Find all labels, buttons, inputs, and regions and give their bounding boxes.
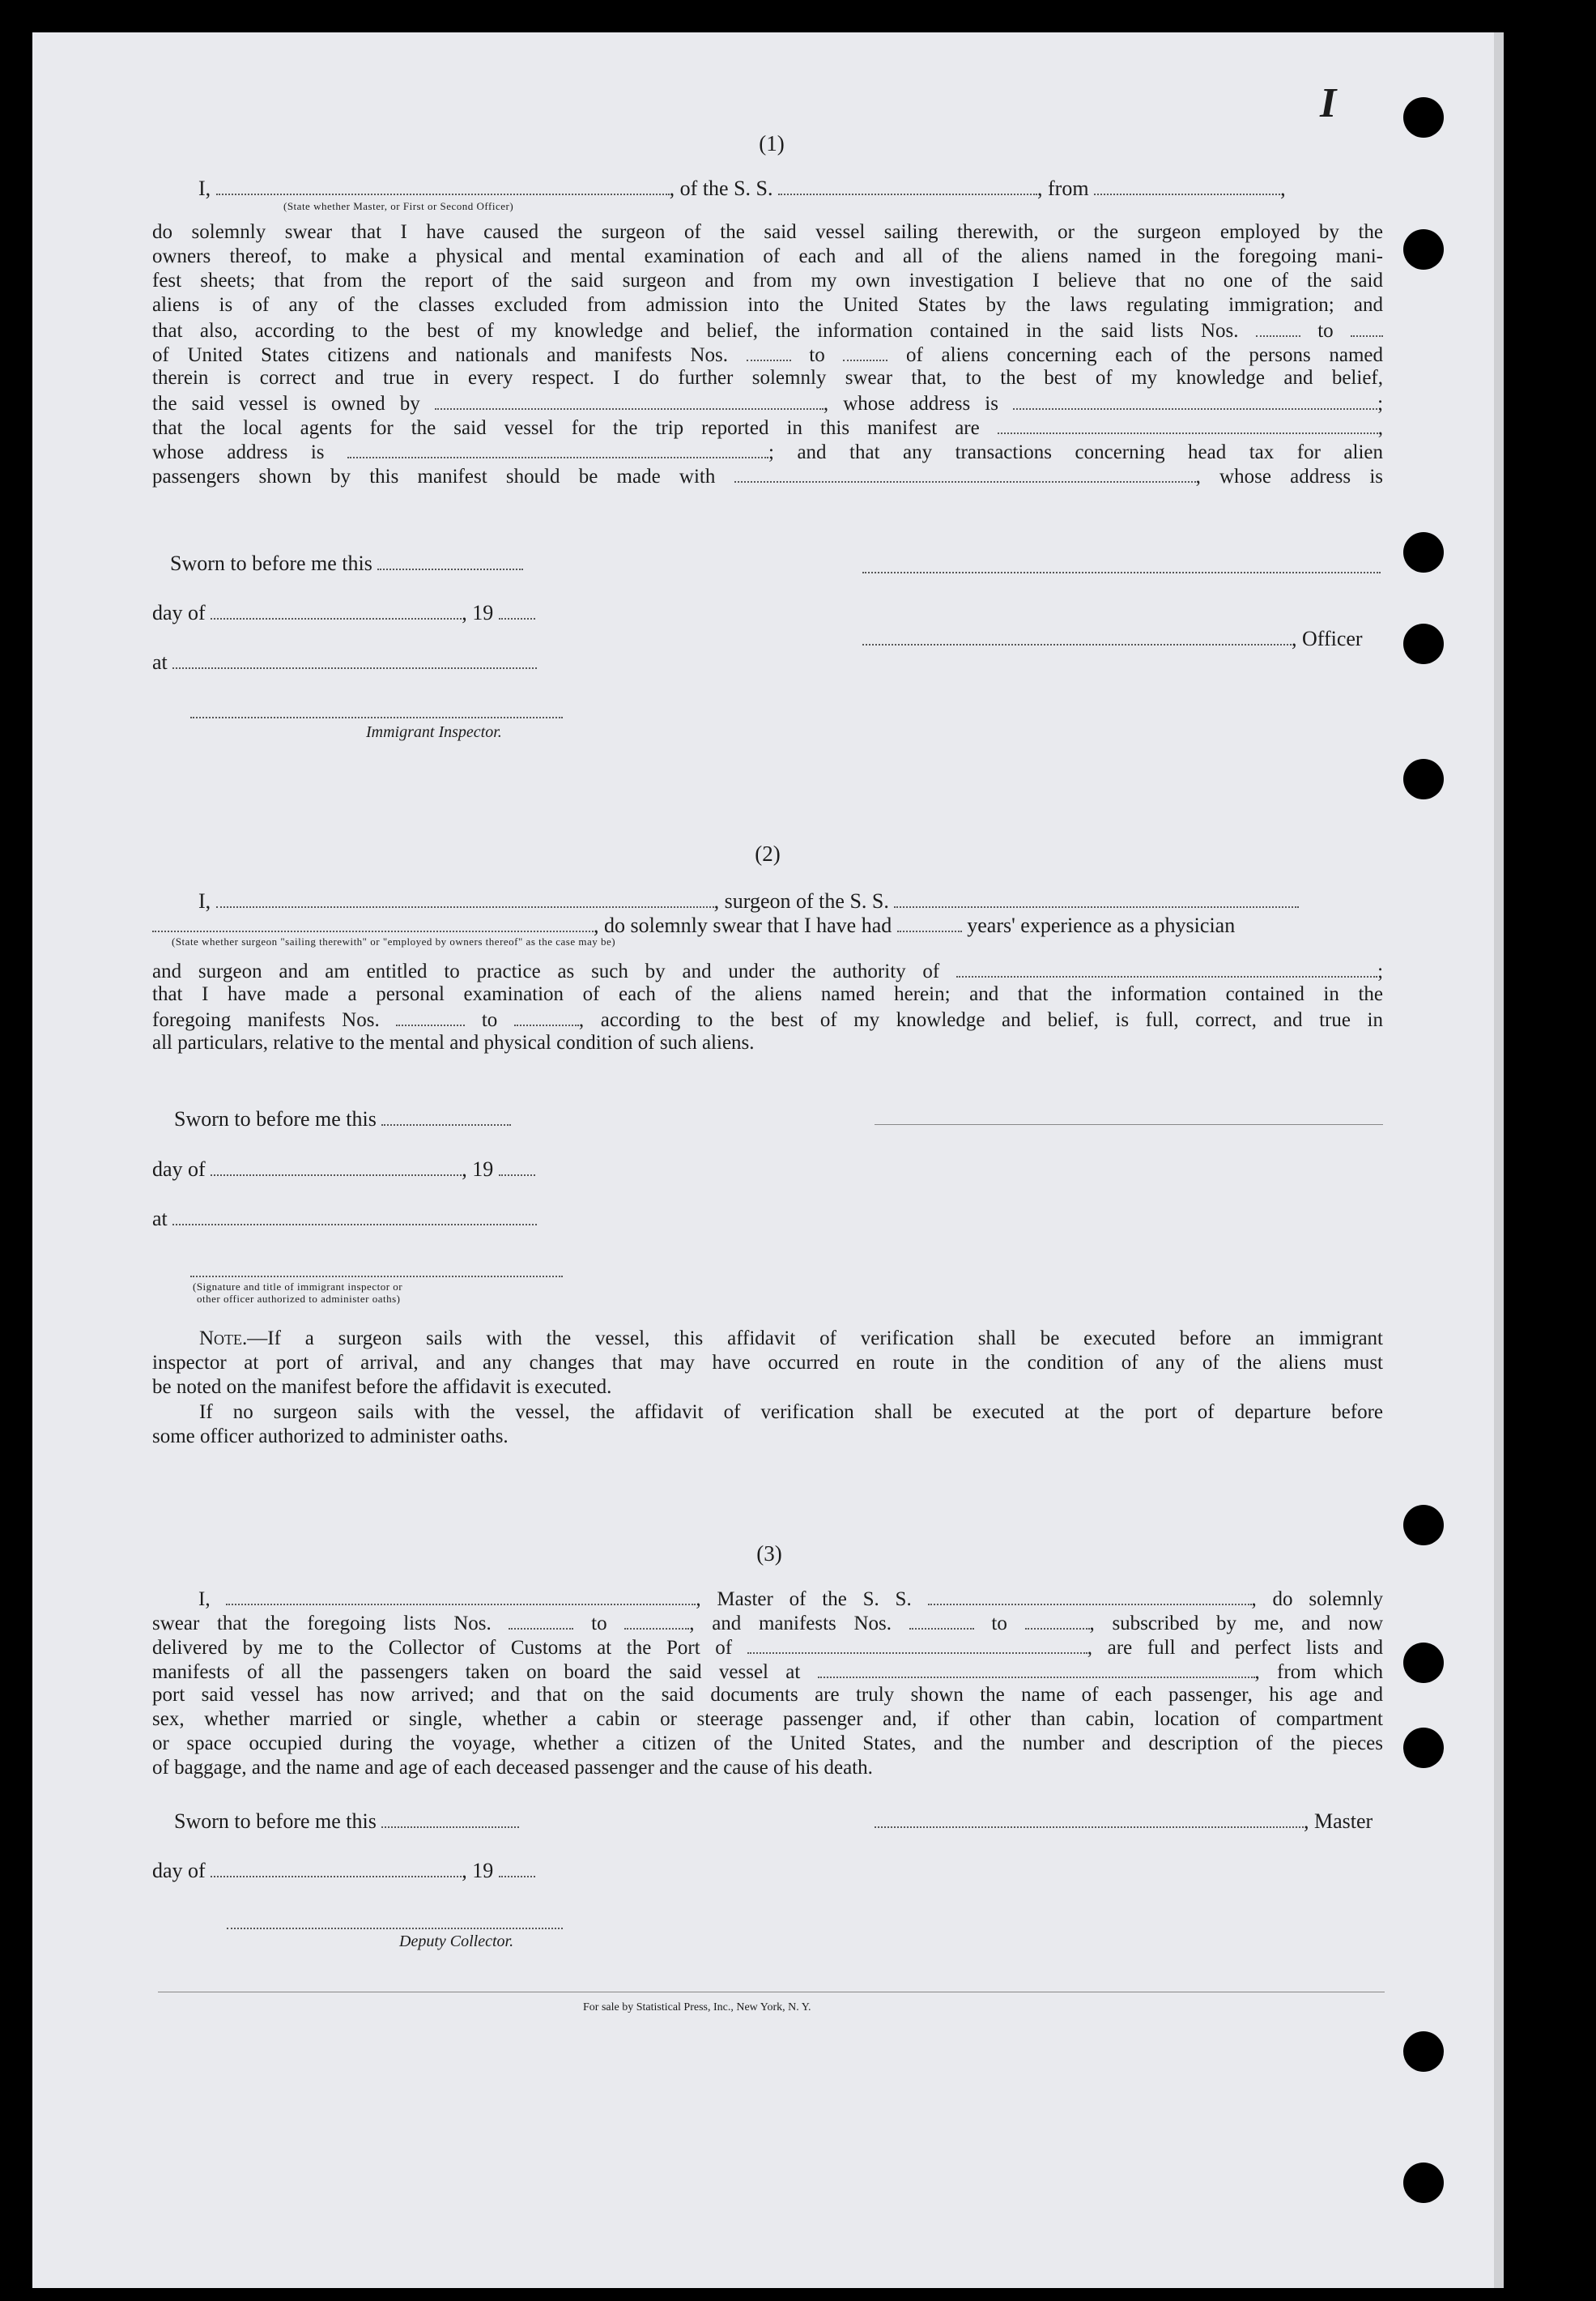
s2-sworn xyxy=(174,1106,511,1131)
s1-para-line: therein is correct and true in every respect. I do further solemnly swear that, to the best of my knowledge and belief, xyxy=(152,367,1383,389)
sig-note-1: (Signature and title of immigrant inspector or xyxy=(193,1280,403,1293)
blank-sworn-day-2[interactable] xyxy=(381,1106,511,1126)
text: , whose address is xyxy=(823,393,998,415)
note-paragraph-line: inspector at port of arrival, and any changes that may have occurred en route in the condition of any of the aliens must xyxy=(152,1352,1383,1374)
blank-surgeon-name[interactable] xyxy=(216,888,714,908)
text: , do solemnly swear that I have had xyxy=(594,914,892,937)
text: ; xyxy=(1377,393,1384,415)
blank-manifests-from[interactable] xyxy=(909,1610,974,1630)
s2-para-line xyxy=(152,1007,1383,1033)
section-2-heading: (2) xyxy=(755,842,781,866)
punch-hole xyxy=(1403,759,1444,799)
text: Sworn to before me this xyxy=(174,1809,377,1833)
s1-line-0 xyxy=(198,176,1286,201)
blank-lists-from[interactable] xyxy=(509,1610,573,1630)
note-paragraph-line: be noted on the manifest before the affidavit is executed. xyxy=(152,1376,612,1398)
text: swear that the foregoing lists Nos. xyxy=(152,1613,492,1634)
blank-surgeon-type[interactable] xyxy=(152,913,594,932)
blank-day-month-2[interactable] xyxy=(211,1157,462,1176)
blank-manifest-no-to[interactable] xyxy=(843,342,887,361)
text: , 19 xyxy=(462,1859,494,1882)
blank-year-3[interactable] xyxy=(499,1858,535,1877)
blank-local-agents[interactable] xyxy=(998,415,1378,434)
blank-manifest-to-2[interactable] xyxy=(514,1007,579,1026)
blank-years-experience[interactable] xyxy=(897,913,962,932)
s3-para-line xyxy=(152,1659,1383,1685)
signature-line-inspector[interactable] xyxy=(190,717,563,718)
note-label: Note. xyxy=(199,1327,248,1349)
blank-day-month[interactable] xyxy=(211,600,462,620)
s3-para-line: port said vessel has now arrived; and that on the said documents are truly shown the name of each passenger, his age and xyxy=(152,1684,1383,1706)
text: , subscribed by me, and now xyxy=(1089,1613,1384,1634)
blank-master-signature[interactable] xyxy=(875,1809,1304,1828)
blank-head-tax-party[interactable] xyxy=(734,463,1196,483)
blank-master-name[interactable] xyxy=(226,1586,696,1605)
text: to xyxy=(591,1613,607,1634)
text: , are full and perfect lists and xyxy=(1087,1637,1384,1659)
blank-agents-address[interactable] xyxy=(347,439,768,458)
text: to xyxy=(1317,320,1334,342)
text: day of xyxy=(152,1859,206,1882)
s3-para-line xyxy=(152,1610,1383,1636)
text: that also, according to the best of my knowledge and belief, the information contained in the said lists Nos. xyxy=(152,320,1239,342)
text: Sworn to before me this xyxy=(174,1107,377,1131)
blank-vessel-name-3[interactable] xyxy=(928,1586,1252,1605)
text: , 19 xyxy=(462,1157,494,1181)
s2-day xyxy=(152,1157,535,1182)
text: I, xyxy=(198,889,211,913)
deputy-caption: Deputy Collector. xyxy=(399,1932,514,1950)
s2-para-line: that I have made a personal examination of each of the aliens named herein; and that the information contained in the xyxy=(152,983,1383,1005)
s1-para-line: fest sheets; that from the report of the said surgeon and from my own investigation I believe that no one of the said xyxy=(152,270,1383,292)
text: manifests of all the passengers taken on board the said vessel at xyxy=(152,1661,801,1683)
punch-hole xyxy=(1403,1505,1444,1545)
text: of aliens concerning each of the persons named xyxy=(906,344,1383,366)
punch-hole xyxy=(1403,2031,1444,2072)
signature-line-officer[interactable] xyxy=(862,572,1381,573)
s3-sworn xyxy=(174,1809,519,1834)
blank-vessel-name[interactable] xyxy=(778,176,1037,195)
text: passengers shown by this manifest should be made with xyxy=(152,466,716,488)
blank-lists-to[interactable] xyxy=(624,1610,689,1630)
text: of United States citizens and nationals and manifests Nos. xyxy=(152,344,728,366)
text: , 19 xyxy=(462,601,494,624)
section-1-heading: (1) xyxy=(759,131,785,156)
s1-day xyxy=(152,600,535,625)
text: , of the S. S. xyxy=(669,177,773,200)
text: , Master xyxy=(1304,1809,1373,1833)
s3-para-line xyxy=(152,1634,1383,1660)
s1-officer xyxy=(862,626,1363,651)
punch-hole xyxy=(1403,2163,1444,2203)
text: , do solemnly xyxy=(1251,1588,1383,1610)
text: to xyxy=(991,1613,1007,1634)
text: I, xyxy=(198,177,211,200)
blank-at-place-2[interactable] xyxy=(172,1206,537,1225)
text: ; xyxy=(1377,961,1384,982)
s1-para-line xyxy=(152,317,1383,343)
punch-hole xyxy=(1403,532,1444,573)
footer-printer: For sale by Statistical Press, Inc., New York, N. Y. xyxy=(583,2001,811,2013)
blank-sworn-day[interactable] xyxy=(377,551,523,570)
section-3-heading: (3) xyxy=(756,1541,782,1566)
s1-para-line xyxy=(152,415,1383,441)
blank-year[interactable] xyxy=(499,600,535,620)
s1-para-line xyxy=(152,390,1383,416)
text: , from which xyxy=(1254,1661,1383,1683)
text: day of xyxy=(152,601,206,624)
text: ; and that any transactions concerning head tax for alien xyxy=(768,441,1383,463)
text: to xyxy=(809,344,825,366)
text: Sworn to before me this xyxy=(170,552,372,575)
officer-rank-note: (State whether Master, or First or Second Officer) xyxy=(283,200,514,212)
text: and surgeon and am entitled to practice as such by and under the authority of xyxy=(152,961,940,982)
note-paragraph-line: If no surgeon sails with the vessel, the affidavit of verification shall be executed at the port of departure before xyxy=(199,1401,1383,1423)
signature-line-deputy[interactable] xyxy=(227,1928,563,1929)
inspector-caption: Immigrant Inspector. xyxy=(366,723,502,741)
text: , Officer xyxy=(1292,627,1363,650)
blank-officer-name[interactable] xyxy=(216,176,670,195)
s1-para-line xyxy=(152,463,1383,489)
text: , xyxy=(1377,417,1384,439)
blank-list-no-from[interactable] xyxy=(1256,317,1300,337)
s1-para-line: do solemnly swear that I have caused the surgeon of the said vessel sailing therewith, or the surgeon employed by the xyxy=(152,221,1383,243)
punch-hole xyxy=(1403,1728,1444,1768)
text: , from xyxy=(1037,177,1089,200)
note-paragraph-line: some officer authorized to administer oaths. xyxy=(152,1425,509,1447)
text: —If a surgeon sails with the vessel, this affidavit of verification shall be executed before an immigrant xyxy=(247,1327,1383,1349)
blank-manifest-no-from[interactable] xyxy=(747,342,791,361)
text: I, xyxy=(198,1588,211,1610)
s2-line-1 xyxy=(152,913,1235,938)
punch-hole xyxy=(1403,229,1444,270)
signature-line-inspector-2[interactable] xyxy=(190,1276,563,1277)
s2-at xyxy=(152,1206,537,1231)
blank-day-month-3[interactable] xyxy=(211,1858,462,1877)
s2-para-line: all particulars, relative to the mental and physical condition of such aliens. xyxy=(152,1032,755,1054)
blank-port-from[interactable] xyxy=(1094,176,1280,195)
page-edge xyxy=(1494,32,1504,2288)
blank-authority[interactable] xyxy=(956,958,1377,978)
blank-list-no-to[interactable] xyxy=(1351,317,1383,337)
s1-sworn xyxy=(170,551,523,576)
blank-vessel-name-2[interactable] xyxy=(894,888,1299,908)
punch-hole xyxy=(1403,1643,1444,1683)
text: to xyxy=(481,1009,498,1031)
blank-year-2[interactable] xyxy=(499,1157,535,1176)
text: , surgeon of the S. S. xyxy=(713,889,889,913)
text: that the local agents for the said vessel for the trip reported in this manifest are xyxy=(152,417,980,439)
text: , Master of the S. S. xyxy=(696,1588,912,1610)
text: , xyxy=(1280,177,1286,200)
text: , according to the best of my knowledge and belief, is full, correct, and true in xyxy=(578,1009,1383,1031)
s3-para-line: sex, whether married or single, whether a cabin or steerage passenger and, if other than cabin, location of compartment xyxy=(152,1708,1383,1730)
blank-port[interactable] xyxy=(747,1634,1087,1654)
punch-hole xyxy=(1403,624,1444,664)
signature-line-surgeon[interactable] xyxy=(875,1124,1383,1125)
blank-manifest-from-2[interactable] xyxy=(396,1007,465,1026)
note-paragraph-line xyxy=(152,1327,1383,1351)
s3-line-0 xyxy=(198,1586,1383,1612)
handwritten-mark: I xyxy=(1320,80,1337,126)
text: at xyxy=(152,1207,168,1230)
s1-para-line xyxy=(152,439,1383,465)
blank-officer-title[interactable] xyxy=(862,626,1292,646)
s2-line-0 xyxy=(198,888,1299,914)
s2-para-line xyxy=(152,958,1383,984)
sig-note-2: other officer authorized to administer oaths) xyxy=(197,1293,401,1305)
text: , and manifests Nos. xyxy=(689,1613,892,1634)
s3-para-line: or space occupied during the voyage, whether a citizen of the United States, and the number and description of the pieces xyxy=(152,1732,1383,1754)
surgeon-type-note: (State whether surgeon "sailing therewith" or "employed by owners thereof" as the case may be) xyxy=(172,935,616,948)
s1-at xyxy=(152,650,537,675)
text: day of xyxy=(152,1157,206,1181)
punch-hole xyxy=(1403,97,1444,138)
s1-para-line: owners thereof, to make a physical and mental examination of each and all of the aliens named in the foregoing mani- xyxy=(152,245,1383,267)
blank-at-place[interactable] xyxy=(172,650,537,669)
text: years' experience as a physician xyxy=(967,914,1236,937)
blank-manifests-to[interactable] xyxy=(1025,1610,1090,1630)
s3-master xyxy=(875,1809,1373,1834)
blank-boarding-port[interactable] xyxy=(818,1659,1255,1678)
s1-para-line xyxy=(152,342,1383,368)
blank-vessel-owner[interactable] xyxy=(435,390,824,410)
text: delivered by me to the Collector of Customs at the Port of xyxy=(152,1637,733,1659)
text: , whose address is xyxy=(1195,466,1383,488)
blank-sworn-day-3[interactable] xyxy=(381,1809,519,1828)
blank-owner-address[interactable] xyxy=(1013,390,1377,410)
text: whose address is xyxy=(152,441,325,463)
s1-para-line: aliens is of any of the classes excluded from admission into the United States by the laws regulating immigration; and xyxy=(152,294,1383,316)
s3-day xyxy=(152,1858,535,1883)
text: the said vessel is owned by xyxy=(152,393,420,415)
s3-para-line: of baggage, and the name and age of each deceased passenger and the cause of his death. xyxy=(152,1757,873,1779)
text: at xyxy=(152,650,168,674)
text: foregoing manifests Nos. xyxy=(152,1009,380,1031)
